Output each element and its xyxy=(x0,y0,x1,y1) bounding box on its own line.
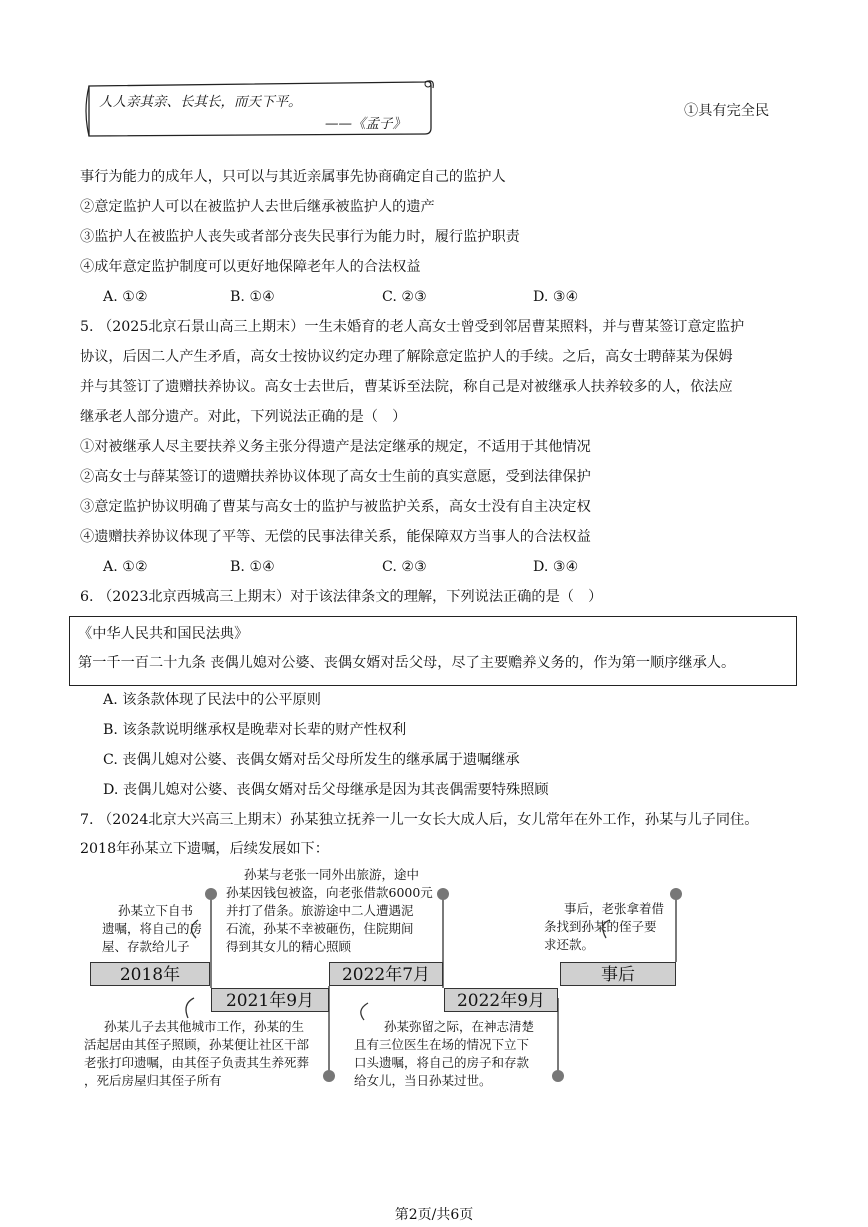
note-2022-7-line: 并打了借条。旅游途中二人遭遇泥 xyxy=(226,903,414,918)
q5-stem-line: 协议，后因二人产生矛盾，高女士按协议约定办理了解除意定监护人的手续。之后，高女士聘薛某为保姆 xyxy=(80,349,733,365)
q4-choice-c: C. ②③ xyxy=(382,289,427,305)
quote-source: ——《孟子》 xyxy=(325,116,406,132)
q5-option2: ②高女士与薛某签订的遗赠扶养协议体现了高女士生前的真实意愿，受到法律保护 xyxy=(80,469,591,485)
q4-option4: ④成年意定监护制度可以更好地保障老年人的合法权益 xyxy=(80,259,421,275)
note-after-line: 条找到孙某的侄子要 xyxy=(544,919,657,934)
note-2018-line: 遗嘱，将自己的房 xyxy=(102,921,203,936)
timeline-label-2021-9: 2021年9月 xyxy=(211,988,329,1012)
quote-scroll xyxy=(85,76,433,138)
q4-option3: ③监护人在被监护人丧失或者部分丧失民事行为能力时，履行监护职责 xyxy=(80,229,520,245)
q6-stem: 6. （2023北京西城高三上期末）对于该法律条文的理解，下列说法正确的是（ ） xyxy=(80,589,603,605)
q4-choice-d: D. ③④ xyxy=(533,289,579,305)
q5-choice-c: C. ②③ xyxy=(382,559,427,575)
q6-option-d: D. 丧偶儿媳对公婆、丧偶女婿对岳父母继承是因为其丧偶需要特殊照顾 xyxy=(103,782,549,798)
timeline-label-2018: 2018年 xyxy=(90,962,210,986)
q5-choice-d: D. ③④ xyxy=(533,559,579,575)
timeline-label-2022-7: 2022年7月 xyxy=(329,962,443,986)
q5-choice-b: B. ①④ xyxy=(230,559,275,575)
note-2021-line: ，死后房屋归其侄子所有 xyxy=(84,1073,222,1088)
note-2018-line: 孙某立下自书 xyxy=(118,903,194,918)
note-2021-line: 老张打印遗嘱，由其侄子负责其生养死葬 xyxy=(84,1055,310,1070)
law-title: 《中华人民共和国民法典》 xyxy=(78,626,249,642)
q4-choice-b: B. ①④ xyxy=(230,289,275,305)
q6-option-c: C. 丧偶儿媳对公婆、丧偶女婿对岳父母所发生的继承属于遗嘱继承 xyxy=(103,752,520,768)
page-footer: 第2页/共6页 xyxy=(394,1207,474,1223)
q7-stem-line2: 2018年孙某立下遗嘱，后续发展如下： xyxy=(80,841,329,857)
note-after-line: 事后，老张拿着借 xyxy=(564,901,665,916)
timeline-label-after: 事后 xyxy=(560,962,676,986)
q5-option4: ④遗赠扶养协议体现了平等、无偿的民事法律关系，能保障双方当事人的合法权益 xyxy=(80,529,591,545)
note-after-line: 求还款。 xyxy=(544,937,595,952)
law-text: 第一千一百二十九条 丧偶儿媳对公婆、丧偶女婿对岳父母，尽了主要赡养义务的，作为第一顺序继承人。 xyxy=(78,655,736,671)
timeline-label-2022-9: 2022年9月 xyxy=(444,988,558,1012)
q6-option-a: A. 该条款体现了民法中的公平原则 xyxy=(103,692,321,708)
note-2022-7-line: 石流，孙某不幸被砸伤，住院期间 xyxy=(226,921,414,936)
note-2022-7-line: 孙某与老张一同外出旅游，途中 xyxy=(244,867,420,882)
q5-option1: ①对被继承人尽主要扶养义务主张分得遗产是法定继承的规定，不适用于其他情况 xyxy=(80,439,591,455)
q7-stem-line1: 7. （2024北京大兴高三上期末）孙某独立抚养一儿一女长大成人后，女儿常年在外工作，孙某与儿子同住。 xyxy=(80,812,759,828)
note-2018-line: 屋、存款给儿子 xyxy=(102,939,190,954)
q5-option3: ③意定监护协议明确了曹某与高女士的监护与被监护关系，高女士没有自主决定权 xyxy=(80,499,591,515)
note-2021-line: 活起居由其侄子照顾，孙某便让社区干部 xyxy=(84,1037,310,1052)
note-2022-7-line: 得到其女儿的精心照顾 xyxy=(226,939,352,954)
note-2022-9-line: 孙某弥留之际，在神志清楚 xyxy=(384,1019,535,1034)
law-box xyxy=(69,616,797,686)
note-2022-9-line: 口头遗嘱，将自己的房子和存款 xyxy=(354,1055,530,1070)
q5-choice-a: A. ①② xyxy=(103,559,148,575)
note-2022-9-line: 给女儿，当日孙某过世。 xyxy=(354,1073,492,1088)
q5-stem-line: 继承老人部分遗产。对此，下列说法正确的是（ ） xyxy=(80,409,407,425)
note-2021-line: 孙某儿子去其他城市工作，孙某的生 xyxy=(104,1019,305,1034)
note-2022-7-line: 孙某因钱包被盗，向老张借款6000元 xyxy=(226,885,433,900)
q6-option-b: B. 该条款说明继承权是晚辈对长辈的财产性权利 xyxy=(103,722,407,738)
q5-stem-line: 5. （2025北京石景山高三上期末）一生未婚育的老人高女士曾受到邻居曹某照料，并与曹某签订意定监护 xyxy=(80,319,745,335)
note-2022-9-line: 且有三位医生在场的情况下立下 xyxy=(354,1037,530,1052)
q4-option1-cont: 事行为能力的成年人，只可以与其近亲属事先协商确定自己的监护人 xyxy=(80,169,506,185)
timeline-diagram xyxy=(78,858,698,1108)
quote-text: 人人亲其亲、长其长，而天下平。 xyxy=(99,94,302,110)
q4-option2: ②意定监护人可以在被监护人去世后继承被监护人的遗产 xyxy=(80,199,435,215)
q4-choice-a: A. ①② xyxy=(103,289,148,305)
q5-stem-line: 并与其签订了遗赠扶养协议。高女士去世后，曹某诉至法院，称自己是对被继承人扶养较多的人，依法应 xyxy=(80,379,733,395)
q4-option1-start: ①具有完全民 xyxy=(684,103,770,119)
